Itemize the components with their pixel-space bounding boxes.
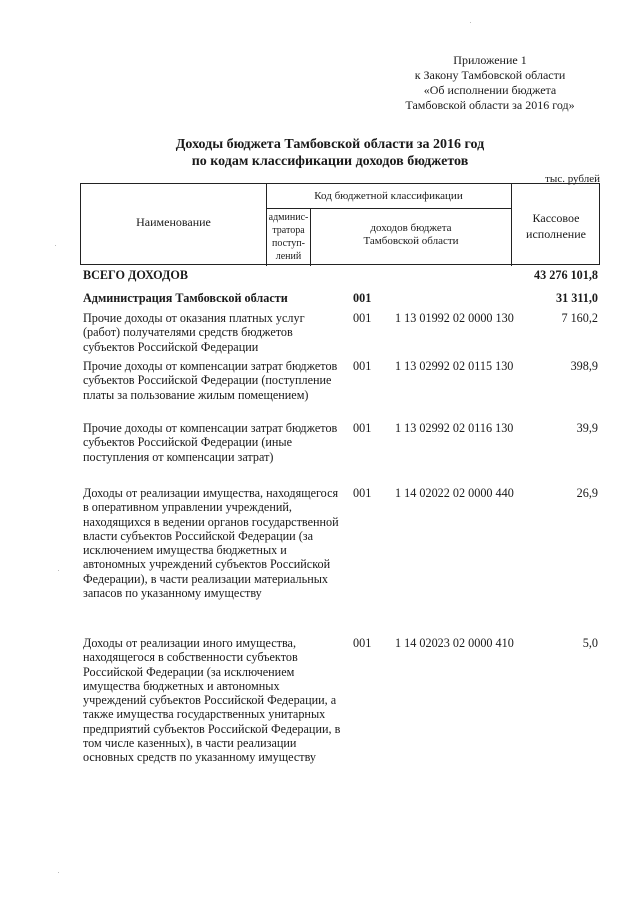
- row-name: Прочие доходы от оказания платных услуг (работ) получателями средств бюджетов субъектов Российской Федерации: [83, 311, 305, 354]
- header-execution-line: исполнение: [526, 227, 586, 241]
- row-value: 43 276 101,8: [534, 268, 598, 282]
- appendix-line-4: Тамбовской области за 2016 год»: [405, 98, 575, 112]
- row-value: 31 311,0: [556, 291, 598, 305]
- scan-speck: [58, 570, 59, 571]
- row-code: 1 14 02022 02 0000 440: [395, 486, 514, 500]
- row-value: 398,9: [570, 359, 598, 373]
- row-value: 26,9: [576, 486, 598, 500]
- header-admin-line: лений: [275, 251, 302, 262]
- header-execution: [512, 210, 600, 242]
- header-name: Наименование: [136, 215, 211, 229]
- row-name: Прочие доходы от компенсации затрат бюджетов субъектов Российской Федерации (иные поступления от компенсации затрат): [83, 421, 338, 464]
- header-income: [311, 222, 511, 248]
- row-admin: 001: [353, 359, 372, 373]
- row-admin: 001: [353, 636, 372, 650]
- row-name: ВСЕГО ДОХОДОВ: [83, 268, 188, 282]
- row-name: Администрация Тамбовской области: [83, 291, 288, 305]
- scan-speck: [470, 22, 471, 23]
- document-title: [80, 136, 580, 170]
- row-name: Доходы от реализации иного имущества, находящегося в собственности субъектов Российской Федерации (за исключением имущества бюджетных и автономных учреждений субъектов Российской Федерации, а также имущества государственных унитарных предприятий субъектов Российской Федерации, в том числе казенных), в части реализации основных средств по указанному имуществу: [83, 636, 341, 765]
- header-budget-code: Код бюджетной классификации: [314, 190, 463, 202]
- table-header: [80, 183, 600, 265]
- appendix-line-2: к Закону Тамбовской области: [414, 68, 566, 82]
- appendix-line-3: «Об исполнении бюджета: [423, 83, 557, 97]
- row-name: Прочие доходы от компенсации затрат бюджетов субъектов Российской Федерации (поступление платы за пользование жилым помещением): [83, 359, 338, 402]
- scan-speck: [58, 872, 59, 873]
- row-code: 1 13 01992 02 0000 130: [395, 311, 514, 325]
- units-label: тыс. рублей: [545, 173, 600, 185]
- appendix-block: [380, 53, 600, 113]
- row-admin: 001: [353, 486, 372, 500]
- row-admin: 001: [353, 311, 372, 325]
- header-income-line: Тамбовской области: [363, 235, 459, 247]
- header-admin-line: тратора: [272, 225, 305, 236]
- title-line-1: Доходы бюджета Тамбовской области за 2016 год: [175, 137, 485, 152]
- appendix-line-1: Приложение 1: [453, 53, 527, 67]
- row-code: 1 14 02023 02 0000 410: [395, 636, 514, 650]
- row-value: 5,0: [582, 636, 598, 650]
- header-execution-line: Кассовое: [532, 211, 580, 225]
- row-code: 1 13 02992 02 0116 130: [395, 421, 514, 435]
- header-income-line: доходов бюджета: [370, 222, 452, 234]
- row-code: 1 13 02992 02 0115 130: [395, 359, 514, 373]
- header-admin-line: админис-: [268, 212, 309, 223]
- header-admin: [267, 211, 310, 263]
- title-line-2: по кодам классификации доходов бюджетов: [191, 154, 469, 169]
- row-admin: 001: [353, 291, 372, 305]
- scan-speck: [55, 245, 56, 246]
- header-admin-line: поступ-: [272, 238, 305, 249]
- row-name: Доходы от реализации имущества, находящегося в оперативном управлении учреждений, находящихся в ведении органов государственной власти субъектов Российской Федерации (за исключением имущества бюджетных и автономных учреждений субъектов Российской Федерации), в части реализации материальных запасов по указанному имуществу: [83, 486, 339, 601]
- row-admin: 001: [353, 421, 372, 435]
- row-value: 7 160,2: [561, 311, 598, 325]
- header-divider: [266, 208, 511, 209]
- row-value: 39,9: [576, 421, 598, 435]
